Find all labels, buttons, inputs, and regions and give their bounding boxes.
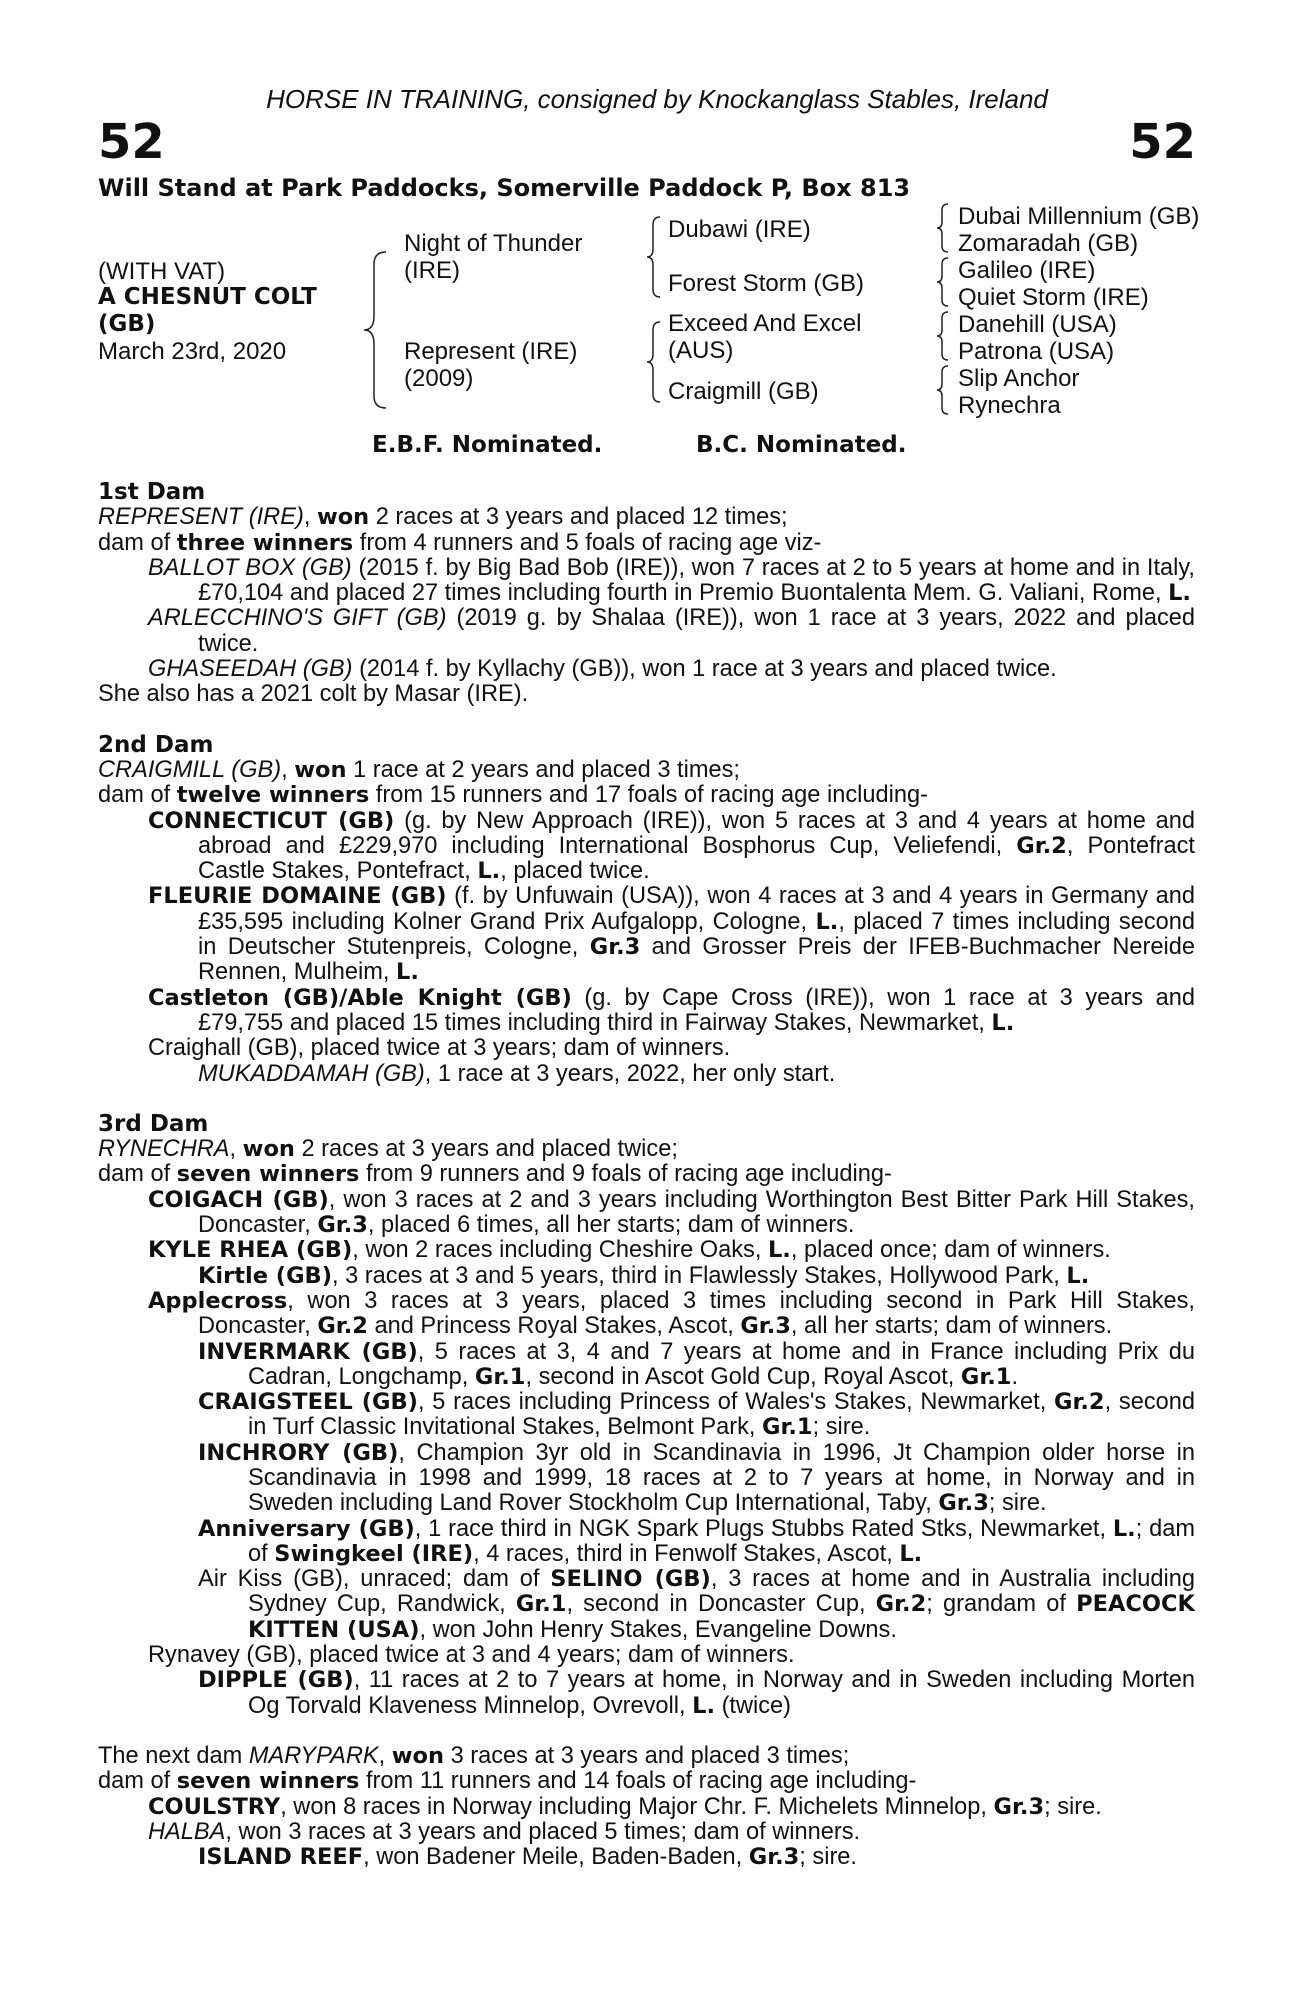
stabling-location: Will Stand at Park Paddocks, Somerville Paddock P, Box 813 <box>98 174 911 202</box>
listed-mark: L. <box>1066 1262 1090 1289</box>
dam-dam: Craigmill (GB) <box>668 378 819 405</box>
dam-name: RYNECHRA <box>98 1136 230 1163</box>
lot-number-left: 52 <box>98 114 165 170</box>
listed-mark: L. <box>899 1540 923 1567</box>
group-mark: Gr.3 <box>938 1490 989 1517</box>
text: , won 2 races including Cheshire Oaks, <box>352 1237 768 1264</box>
text: ; sire. <box>1044 1793 1102 1820</box>
third-dam-heading: 3rd Dam <box>98 1110 209 1137</box>
text: dam of <box>98 1161 177 1188</box>
listed-mark: L. <box>692 1692 716 1719</box>
first-dam-heading: 1st Dam <box>98 479 206 505</box>
progeny-name: PEACOCK KITTEN (USA) <box>248 1591 1195 1643</box>
progeny-name: Swingkeel (IRE) <box>274 1540 474 1567</box>
progeny-name: INCHRORY (GB) <box>198 1439 399 1466</box>
dam-name: REPRESENT (IRE) <box>98 504 304 531</box>
progeny-entry <box>98 1795 1195 1820</box>
text: , won John Henry Stakes, Evangeline Downs. <box>419 1616 897 1643</box>
text: , 5 races including Princess of Wales's Stakes, Newmarket, <box>417 1389 1055 1416</box>
text: , all her starts; dam of winners. <box>790 1313 1113 1340</box>
dam-name: MARYPARK <box>248 1742 379 1769</box>
grand-progeny-entry <box>98 1845 1195 1870</box>
progeny-name: Kirtle (GB) <box>198 1262 332 1289</box>
text: , placed 6 times, all her starts; dam of winners. <box>367 1212 855 1239</box>
text: (f. by Unfuwain (USA)), won 4 races at 3 and 4 years in Germany and £35,595 including Kolner Grand Prix Aufgalopp, Cologne, <box>198 883 1195 935</box>
text: , 5 races at 3, 4 and 7 years at home and in France including Prix du Cadran, Longchamp, <box>248 1338 1195 1390</box>
dam-name: CRAIGMILL (GB) <box>98 756 282 783</box>
progeny-name: GHASEEDAH (GB) <box>148 656 353 683</box>
progeny-name: HALBA <box>148 1818 226 1845</box>
lot-number-right: 52 <box>1129 114 1196 170</box>
progeny-entry <box>98 606 1195 657</box>
text: ; sire. <box>812 1414 871 1441</box>
grand-progeny-entry <box>98 1062 1195 1087</box>
listed-mark: L. <box>991 1009 1015 1036</box>
text: , Pontefract Castle Stakes, Pontefract, <box>198 832 1195 885</box>
gg-dss: Danehill (USA) <box>958 311 1117 338</box>
group-mark: Gr.3 <box>317 1212 368 1239</box>
text: , second in Turf Classic Invitational Stakes, Belmont Park, <box>248 1389 1195 1441</box>
second-dam-line1: CRAIGMILL (GB), won 1 race at 2 years and placed 3 times; <box>98 756 740 783</box>
listed-mark: L. <box>396 959 419 986</box>
group-mark: Gr.1 <box>762 1414 813 1441</box>
progeny-entry <box>98 1188 1195 1239</box>
text: , 3 races at 3 and 5 years, third in Flawlessly Stakes, Hollywood Park, <box>332 1262 1067 1289</box>
winners-count: twelve winners <box>176 782 370 809</box>
grand-progeny-entry <box>98 1264 1195 1289</box>
brace-g3 <box>936 310 950 362</box>
dam-sire <box>668 310 861 364</box>
progeny-name: FLEURIE DOMAINE (GB) <box>148 883 447 910</box>
text: , 1 race at 3 years, 2022, her only start. <box>424 1060 836 1087</box>
dam <box>404 338 577 392</box>
listed-mark: L. <box>1112 1515 1136 1542</box>
progeny-name: MUKADDAMAH (GB) <box>198 1060 425 1087</box>
progeny-name: Castleton (GB)/Able Knight (GB) <box>148 984 572 1011</box>
text: , 11 races at 2 to 7 years at home, in Norway and in Sweden including Morten Og Torvald Klaveness Minnelop, Ovrevoll, <box>248 1667 1195 1719</box>
text: , won 3 races at 3 years and placed 5 times; dam of winners. <box>225 1818 861 1845</box>
listed-mark: L. <box>767 1237 791 1264</box>
gg-dds: Slip Anchor <box>958 365 1080 392</box>
progeny-entry <box>98 884 1195 985</box>
winners-count: seven winners <box>176 1768 360 1795</box>
gg-dsd: Patrona (USA) <box>958 338 1115 365</box>
gg-sds: Galileo (IRE) <box>958 257 1096 284</box>
text: , 3 races at home and in Australia including Sydney Cup, Randwick, <box>248 1566 1196 1618</box>
group-mark: Gr.3 <box>589 934 641 961</box>
consignor-subtitle: HORSE IN TRAINING, consigned by Knockanglass Stables, Ireland <box>266 84 1048 114</box>
grand-progeny-entry <box>98 1517 1195 1568</box>
dam-brace <box>646 320 662 404</box>
race-record: 2 races at 3 years and placed 12 times; <box>369 504 788 531</box>
brace-g4 <box>936 364 950 416</box>
race-record: 1 race at 2 years and placed 3 times; <box>346 756 740 783</box>
group-mark: Gr.2 <box>1016 832 1067 859</box>
text: ; sire. <box>988 1490 1047 1517</box>
horse-description-line1: A CHESNUT COLT <box>98 284 317 310</box>
progeny-entry <box>98 1289 1195 1340</box>
dam-line1: Represent (IRE) <box>404 338 578 365</box>
text: (2014 f. by Kyllachy (GB)), won 1 race at 3 years and placed twice. <box>352 656 1057 683</box>
progeny-name: SELINO (GB) <box>550 1566 711 1593</box>
progeny-entry <box>98 657 1195 682</box>
text: and Grosser Preis der IFEB-Buchmacher Nereide Rennen, Mulheim, <box>198 934 1196 986</box>
produce-record <box>98 480 1195 1870</box>
text: , placed twice. <box>500 858 650 885</box>
progeny-name: KYLE RHEA (GB) <box>148 1237 353 1264</box>
race-record: 2 races at 3 years and placed twice; <box>294 1136 678 1163</box>
listed-mark: L. <box>815 908 839 935</box>
progeny-name: COIGACH (GB) <box>148 1186 329 1213</box>
won-label: won <box>316 504 370 531</box>
brace-g2 <box>936 256 950 308</box>
gg-sss: Dubai Millennium (GB) <box>958 203 1200 230</box>
second-dam-line2 <box>98 783 1195 808</box>
grand-progeny-entry <box>98 1390 1195 1441</box>
third-dam-line1: RYNECHRA, won 2 races at 3 years and placed twice; <box>98 1136 678 1163</box>
text: The next dam <box>98 1742 249 1769</box>
text: . <box>1011 1363 1018 1390</box>
first-dam-line2 <box>98 531 1195 556</box>
ebf-nominated: E.B.F. Nominated. <box>372 432 603 458</box>
text: (2015 f. by Big Bad Bob (IRE)), won 7 races at 2 to 5 years at home and in Italy, £70,104 and placed 27 times including fourth in Premio Buontalenta Mem. G. Valiani, Rome, <box>198 554 1195 607</box>
won-label: won <box>391 1742 445 1769</box>
text: , second in Doncaster Cup, <box>566 1591 876 1618</box>
progeny-entry <box>98 1238 1195 1263</box>
gg-ddd: Rynechra <box>958 392 1061 419</box>
listed-mark: L. <box>1168 580 1191 607</box>
group-mark: Gr.2 <box>1054 1389 1105 1416</box>
progeny-entry <box>98 809 1195 885</box>
second-dam-heading: 2nd Dam <box>98 731 214 758</box>
progeny-name: CONNECTICUT (GB) <box>148 807 395 834</box>
text: , 1 race third in NGK Spark Plugs Stubbs Rated Stks, Newmarket, <box>414 1515 1113 1542</box>
progeny-entry: Rynavey (GB), placed twice at 3 and 4 years; dam of winners. <box>148 1642 795 1669</box>
gg-sdd: Quiet Storm (IRE) <box>958 284 1149 311</box>
text: Air Kiss (GB), unraced; dam of <box>198 1566 551 1593</box>
pedigree-brace <box>362 250 392 410</box>
group-mark: Gr.3 <box>993 1793 1045 1820</box>
winners-count: seven winners <box>176 1161 360 1188</box>
next-dam-line1: The next dam MARYPARK, won 3 races at 3 years and placed 3 times; <box>98 1742 850 1769</box>
text: dam of <box>98 529 177 556</box>
progeny-name: Applecross <box>148 1287 288 1314</box>
text: from 15 runners and 17 foals of racing age including- <box>369 782 928 809</box>
progeny-name: INVERMARK (GB) <box>198 1338 418 1365</box>
foaling-date: March 23rd, 2020 <box>98 338 287 365</box>
progeny-name: ISLAND REEF <box>198 1844 364 1871</box>
progeny-name: ARLECCHINO'S GIFT (GB) <box>148 605 447 632</box>
progeny-name: CRAIGSTEEL (GB) <box>198 1389 418 1416</box>
text: , won Badener Meile, Baden-Baden, <box>363 1844 749 1871</box>
progeny-name: DIPPLE (GB) <box>198 1667 354 1694</box>
dam-sire-line2: (AUS) <box>668 337 734 364</box>
horse-description <box>98 284 317 338</box>
brace-g1 <box>936 202 950 254</box>
grand-progeny-entry <box>98 1340 1195 1391</box>
progeny-entry: Craighall (GB), placed twice at 3 years; dam of winners. <box>148 1035 731 1062</box>
text: (twice) <box>715 1692 792 1719</box>
text: (g. by New Approach (IRE)), won 5 races at 3 and 4 years at home and abroad and £229,970 including International Bosphorus Cup, Veliefendi, <box>198 807 1195 859</box>
group-mark: Gr.1 <box>474 1363 526 1390</box>
progeny-entry <box>98 986 1195 1037</box>
text: and Princess Royal Stakes, Ascot, <box>367 1313 741 1340</box>
gg-ssd: Zomaradah (GB) <box>958 230 1139 257</box>
winners-count: three winners <box>176 529 354 556</box>
dam-sire-line1: Exceed And Excel <box>668 310 862 337</box>
group-mark: Gr.2 <box>875 1591 927 1618</box>
text: from 9 runners and 9 foals of racing age including- <box>359 1161 892 1188</box>
won-label: won <box>294 756 347 783</box>
group-mark: Gr.1 <box>515 1591 567 1618</box>
text: , won 3 races at 3 years, placed 3 times including second in Park Hill Stakes, Doncaster, <box>198 1287 1195 1340</box>
first-dam-line1: REPRESENT (IRE), won 2 races at 3 years and placed 12 times; <box>98 504 788 531</box>
progeny-entry <box>98 556 1195 607</box>
sire-dam: Forest Storm (GB) <box>668 270 865 297</box>
group-mark: Gr.3 <box>740 1313 791 1340</box>
next-dam-line2 <box>98 1769 1195 1794</box>
text: , Champion 3yr old in Scandinavia in 1996, Jt Champion older horse in Scandinavia in 1998 and 1999, 18 races at 2 to 7 years at home, in Norway and in Sweden including Land Rover Stockholm Cup International, Taby, <box>248 1439 1196 1517</box>
text: ; sire. <box>799 1844 857 1871</box>
progeny-name: COULSTRY <box>148 1793 281 1820</box>
group-mark: Gr.2 <box>317 1313 368 1340</box>
text: ; grandam of <box>926 1591 1077 1618</box>
text: , placed 7 times including second in Deutscher Stutenpreis, Cologne, <box>198 908 1196 961</box>
progeny-name: BALLOT BOX (GB) <box>148 554 352 581</box>
dam-line2: (2009) <box>404 365 474 392</box>
vat-note: (WITH VAT) <box>98 258 226 285</box>
bc-nominated: B.C. Nominated. <box>696 432 907 458</box>
text: (g. by Cape Cross (IRE)), won 1 race at 3 years and £79,755 and placed 15 times including third in Fairway Stakes, Newmarket, <box>198 984 1196 1036</box>
text: , 4 races, third in Fenwolf Stakes, Ascot, <box>473 1540 900 1567</box>
text: dam of <box>98 1768 177 1795</box>
text: , placed once; dam of winners. <box>790 1237 1111 1264</box>
sire-line2: (IRE) <box>404 257 460 284</box>
horse-description-line2: (GB) <box>98 311 156 337</box>
text: (2019 g. by Shalaa (IRE)), won 1 race at 3 years, 2022 and placed twice. <box>198 605 1195 657</box>
text: dam of <box>98 782 177 809</box>
text: , won 8 races in Norway including Major Chr. F. Michelets Minnelop, <box>280 1793 994 1820</box>
sire-line1: Night of Thunder <box>404 230 583 257</box>
race-record: 3 races at 3 years and placed 3 times; <box>444 1742 850 1769</box>
group-mark: Gr.1 <box>960 1363 1012 1390</box>
progeny-name: Anniversary (GB) <box>198 1515 415 1542</box>
sire-brace <box>646 215 662 299</box>
group-mark: Gr.3 <box>748 1844 800 1871</box>
grand-progeny-entry <box>98 1441 1195 1517</box>
third-dam-line2 <box>98 1162 1195 1187</box>
text: , won 3 races at 2 and 3 years including Worthington Best Bitter Park Hill Stakes, Doncaster, <box>198 1186 1195 1239</box>
text: , second in Ascot Gold Cup, Royal Ascot, <box>525 1363 961 1390</box>
sire-sire: Dubawi (IRE) <box>668 216 811 243</box>
grand-progeny-entry <box>98 1668 1195 1719</box>
sire <box>404 230 582 284</box>
progeny-entry <box>98 1820 1195 1845</box>
grand-progeny-entry <box>98 1567 1195 1643</box>
also-note: She also has a 2021 colt by Masar (IRE). <box>98 681 529 708</box>
text: from 11 runners and 14 foals of racing age including- <box>359 1768 917 1795</box>
won-label: won <box>242 1136 295 1163</box>
text: from 4 runners and 5 foals of racing age viz- <box>353 529 822 556</box>
text: ; dam of <box>248 1515 1195 1567</box>
listed-mark: L. <box>477 858 501 885</box>
